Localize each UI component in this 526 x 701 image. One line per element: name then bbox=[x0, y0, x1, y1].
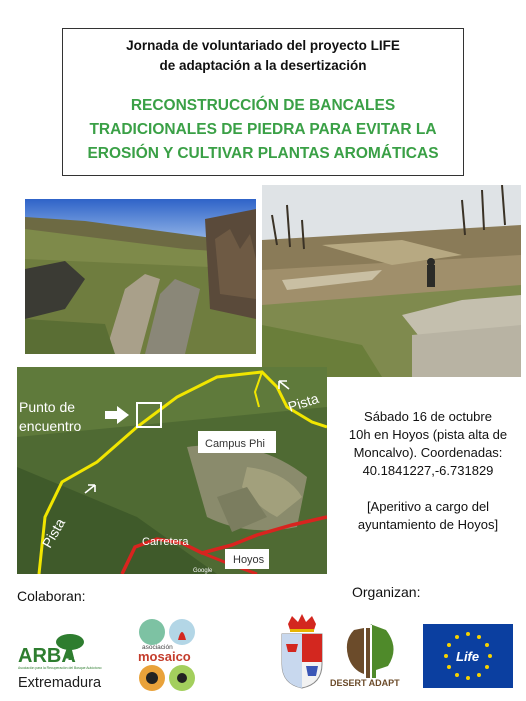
photo-stone-terraces bbox=[25, 199, 256, 354]
title-line-1: Jornada de voluntariado del proyecto LIFE bbox=[126, 38, 400, 53]
event-note-1: [Aperitivo a cargo del bbox=[366, 499, 490, 514]
title-line-2: de adaptación a la desertización bbox=[159, 58, 367, 73]
mosaico-top-text: asociación bbox=[142, 644, 173, 651]
organizers-title: Organizan: bbox=[352, 584, 421, 600]
event-note-2: ayuntamiento de Hoyos] bbox=[357, 517, 499, 532]
title-box bbox=[62, 28, 464, 176]
map-label-track-bottom: Pista bbox=[38, 515, 69, 551]
map-label-meeting-2: encuentro bbox=[19, 418, 82, 434]
life-text: Life bbox=[456, 649, 480, 664]
event-time-place: 10h en Hoyos (pista alta de bbox=[348, 427, 508, 442]
map-label-meeting-1: Punto de bbox=[19, 399, 76, 415]
desert-adapt-text: DESERT ADAPT bbox=[330, 678, 400, 688]
event-info bbox=[336, 408, 520, 534]
headline-line-2: TRADICIONALES DE PIEDRA PARA EVITAR LA bbox=[89, 121, 437, 138]
coat-of-arms-logo bbox=[278, 614, 326, 690]
arba-region: Extremadura bbox=[18, 675, 102, 691]
event-place-coords-label: Moncalvo). Coordenadas: bbox=[353, 445, 503, 460]
collaborators-title: Colaboran: bbox=[17, 588, 86, 604]
event-coordinates: 40.1841227,-6.731829 bbox=[362, 463, 494, 478]
map-credit: Google bbox=[193, 568, 213, 574]
mosaico-name: mosaico bbox=[138, 649, 191, 664]
arba-wordmark: ARBA bbox=[18, 645, 76, 667]
mosaico-logo bbox=[136, 618, 202, 692]
headline-line-3: EROSIÓN Y CULTIVAR PLANTAS AROMÁTICAS bbox=[87, 145, 439, 162]
map-label-road: Carretera bbox=[142, 536, 189, 548]
desert-adapt-logo bbox=[330, 620, 408, 690]
map-label-hoyos: Hoyos bbox=[233, 554, 265, 566]
event-date: Sábado 16 de octubre bbox=[364, 409, 492, 424]
photo-terraces-worker bbox=[262, 185, 521, 377]
eu-life-logo bbox=[423, 624, 513, 688]
map-label-track-top: Pista bbox=[285, 390, 321, 415]
map-label-campus: Campus Phi bbox=[205, 438, 265, 450]
arba-subtitle: Asociación para la Recuperación del Bosque Autóctono bbox=[18, 666, 102, 670]
headline-line-1: RECONSTRUCCIÓN DE BANCALES bbox=[130, 97, 396, 114]
location-map[interactable] bbox=[17, 367, 327, 574]
arba-logo bbox=[16, 630, 128, 692]
